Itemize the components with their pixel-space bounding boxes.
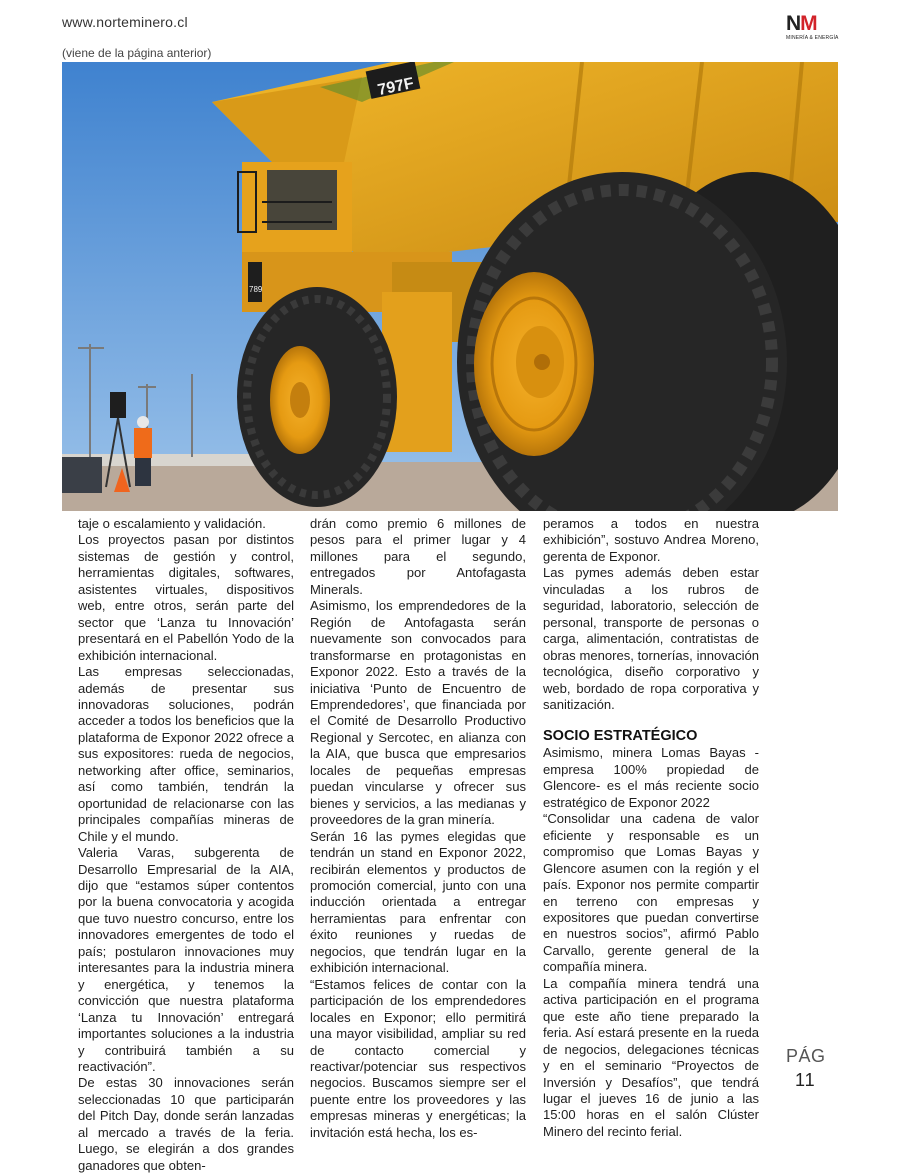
article-column-3	[543, 516, 759, 1140]
site-url: www.norteminero.cl	[62, 14, 188, 30]
continued-note: (viene de la página anterior)	[62, 46, 212, 60]
publication-logo: NM MINERÍA & ENERGÍA	[786, 12, 839, 41]
article-column-1	[78, 516, 294, 1174]
paragraph: Los proyectos pasan por distintos sistemas de gestión y control, herramientas digitales, softwares, asistentes virtuales, dispositivos web, entre otros, serán parte del sector que ‘Lanza tu Innovación’ presentará en el Pabellón Yodo de la exhibición internacional.	[78, 532, 294, 663]
paragraph: Las pymes además deben estar vinculadas a los rubros de seguridad, laboratorio, selección de personal, transporte de personas o carga, alimentación, contratistas de obras menores, tornerías, innovación tecnológica, diseño corporativo y web, bordado de ropa corporativa y sanitización.	[543, 565, 759, 712]
paragraph: drán como premio 6 millones de pesos para el primer lugar y 4 millones para el segundo, entregados por Antofagasta Minerals.	[310, 516, 526, 597]
mining-truck-photo	[62, 62, 838, 511]
paragraph: “Estamos felices de contar con la participación de los emprendedores locales en Exponor; ello permitirá una mayor visibilidad, ampliar su red de contacto comercial y reactivar/potenciar sus respectivos negocios. Buscamos siempre ser el puente entre los proveedores y las empresas mineras y energéticas; la invitación está hecha, los es-	[310, 976, 526, 1140]
paragraph: Asimismo, minera Lomas Bayas -empresa 100% propiedad de Glencore- es el más reciente socio estratégico de Exponor 2022	[543, 745, 759, 810]
article-column-2	[310, 516, 526, 1141]
paragraph: Serán 16 las pymes elegidas que tendrán un stand en Exponor 2022, recibirán elementos y productos de promoción comercial, junto con una inducción orientada a entregar herramientas para enfrentar con éxito reuniones y ruedas de negocios, que tendrán lugar en la exhibición internacional.	[310, 828, 526, 976]
paragraph: De estas 30 innovaciones serán seleccionadas 10 que participarán del Pitch Day, donde serán lanzadas al mercado a través de la feria. Luego, se elegirán a dos grandes ganadores que obten-	[78, 1075, 294, 1173]
page-number: 11	[795, 1070, 816, 1090]
paragraph: “Consolidar una cadena de valor eficiente y responsable es un compromiso que Lomas Bayas y Glencore asumen con la región y el país. Exponor nos permite compartir en terreno con empresas y expositores que puedan convertirse en nuestros socios”, afirmó Pablo Carvallo, gerente general de la compañía minera.	[543, 811, 759, 975]
paragraph: Valeria Varas, subgerenta de Desarrollo Empresarial de la AIA, dijo que “estamos súper contentos por la buena convocatoria y acogida que tuvo nuestro concurso, entre los innovadores emergentes de todo el país; postularon innovaciones muy interesantes para la industria minera y energética, y tenemos la convicción que nuestra plataforma ‘Lanza tu Innovación’ entregará importantes soluciones a la industria y contribuirá también a su reactivación”.	[78, 845, 294, 1074]
paragraph: peramos a todos en nuestra exhibición”, sostuvo Andrea Moreno, gerenta de Exponor.	[543, 516, 759, 564]
paragraph: taje o escalamiento y validación.	[78, 516, 266, 531]
paragraph: Asimismo, los emprendedores de la Región de Antofagasta serán nuevamente son convocados para transformarse en protagonistas en Exponor 2022. Esto a través de la iniciativa ‘Punto de Encuentro de Emprendedores’, que financiada por el Comité de Desarrollo Productivo Regional y Sercotec, en alianza con la AIA, que busca que empresarios locales de pequeñas empresas puedan vincularse y ofrecer sus bienes y servicios, a las medianas y proveedores de la gran minería.	[310, 598, 526, 828]
page-label: PÁG	[786, 1046, 826, 1066]
paragraph: Las empresas seleccionadas, además de presentar sus innovadoras soluciones, podrán acceder a todos los beneficios que la plataforma de Exponor 2022 ofrece a sus expositores: rueda de negocios, networking after office, seminarios, así como también, tendrán la oportunidad de relacionarse con las principales compañías mineras de Chile y el mundo.	[78, 664, 294, 844]
section-subheading: SOCIO ESTRATÉGICO	[543, 728, 698, 745]
truck-model-label: 797F	[376, 74, 416, 100]
paragraph: La compañía minera tendrá una activa participación en el programa que este año tiene preparado la feria. Así estará presente en la rueda de negocios, delegaciones técnicas y en el seminario “Proyectos de Inversión y Desafíos”, que tendrá lugar el jueves 16 de junio a las 15:00 horas en el salón Clúster Minero del recinto ferial.	[543, 975, 759, 1139]
unit-number: 789	[249, 285, 263, 294]
